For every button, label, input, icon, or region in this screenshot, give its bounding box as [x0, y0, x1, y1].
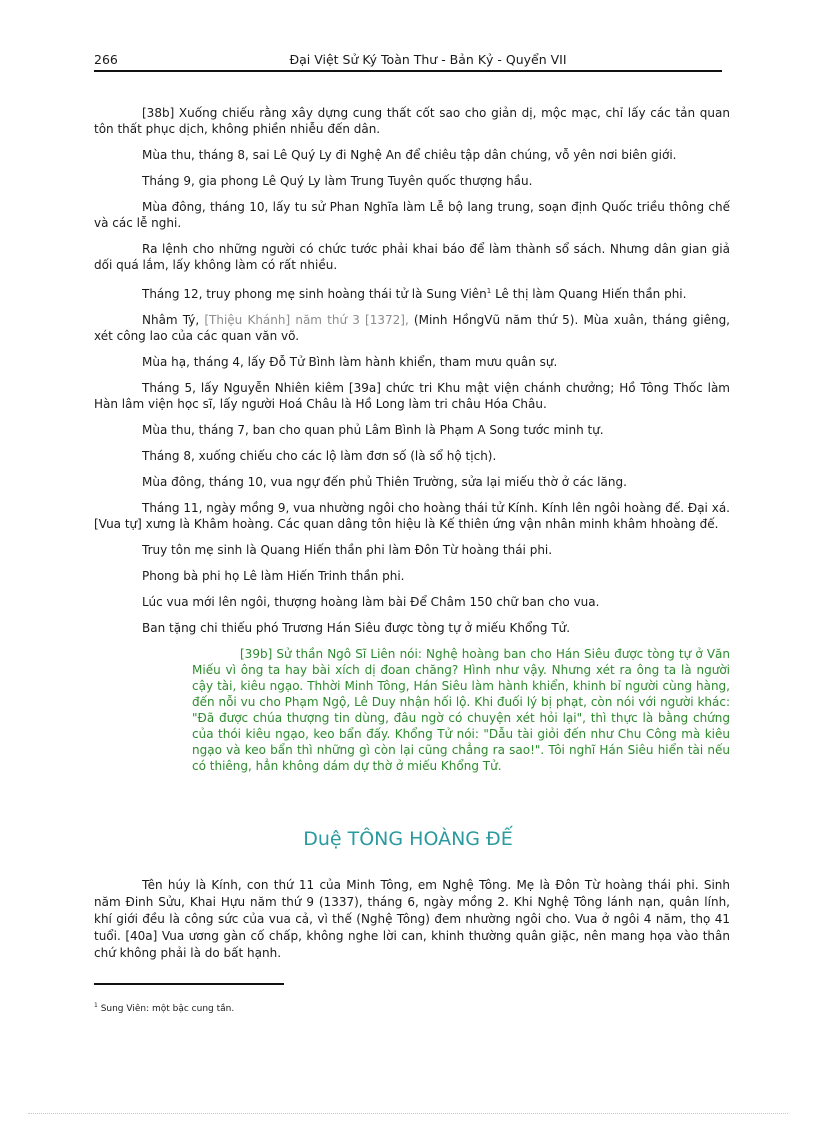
- paragraph: [94, 312, 730, 344]
- paragraph: Phong bà phi họ Lê làm Hiến Trinh thần phi.: [142, 569, 405, 583]
- footnote-marker: 1: [94, 1002, 98, 1009]
- footnote-text: Sung Viên: một bậc cung tần.: [97, 1004, 235, 1014]
- paragraph: [38b] Xuống chiếu rằng xây dựng cung thất cốt sao cho giản dị, mộc mạc, chỉ lấy các tản quan tôn thất phục dịch, không phiền nhiễu đến dân.: [94, 106, 730, 136]
- paragraph: [94, 283, 730, 302]
- running-title: Đại Việt Sử Ký Toàn Thư - Bản Kỷ - Quyển VII: [289, 52, 567, 67]
- text-span: (Minh HồngVũ năm thứ 5). Mùa xuân, tháng giêng, xét công lao của các quan văn võ.: [94, 313, 730, 343]
- paragraph: Mùa hạ, tháng 4, lấy Đỗ Tử Bình làm hành khiển, tham mưu quân sự.: [142, 355, 558, 369]
- main-text: [94, 105, 730, 774]
- text-span: Lê thị làm Quang Hiến thần phi.: [491, 287, 687, 301]
- footnote: [94, 1002, 234, 1014]
- section-title: Duệ TÔNG HOÀNG ĐẾ: [303, 828, 513, 850]
- text-span: Tháng 12, truy phong mẹ sinh hoàng thái tử là Sung Viên: [142, 287, 487, 301]
- paragraph: Tháng 8, xuống chiếu cho các lộ làm đơn số (là sổ hộ tịch).: [142, 449, 497, 463]
- paragraph: Tháng 11, ngày mồng 9, vua nhường ngôi cho hoàng thái tử Kính. Kính lên ngôi hoàng đế. Đại xá. [Vua tự] xưng là Khâm hoàng. Các quan dâng tôn hiệu là Kế thiên ứng vận nhân minh khâm hhoàng đế.: [94, 501, 730, 531]
- paragraph: Mùa đông, tháng 10, lấy tu sử Phan Nghĩa làm Lễ bộ lang trung, soạn định Quốc triều thông chế và các lễ nghi.: [94, 200, 730, 230]
- text-span: Nhâm Tý,: [142, 313, 205, 327]
- footnote-divider: [94, 983, 284, 985]
- page-header: [94, 52, 722, 72]
- paragraph: Lúc vua mới lên ngôi, thượng hoàng làm bài Để Châm 150 chữ ban cho vua.: [142, 595, 600, 609]
- biography-paragraph: Tên húy là Kính, con thứ 11 của Minh Tông, em Nghệ Tông. Mẹ là Đôn Từ hoàng thái phi. Sinh năm Đinh Sửu, Khai Hựu năm thứ 9 (1337), tháng 6, ngày mồng 2. Khi Nghệ Tông lánh nạn, quân lính, khí giới đều là công sức của vua cả, vì thế (Nghệ Tông) đem nhường ngôi cho. Vua ở ngôi 4 năm, thọ 41 tuổi. [40a] Vua ương gàn cố chấp, không nghe lời can, khinh thường quân giặc, nên mang họa vào thân chứ không phải là do bất hạnh.: [94, 878, 730, 960]
- paragraph: Mùa thu, tháng 8, sai Lê Quý Ly đi Nghệ An để chiêu tập dân chúng, vỗ yên nơi biên giới.: [142, 148, 677, 162]
- footnote-reference[interactable]: 1: [486, 287, 492, 295]
- paragraph: Ban tặng chi thiếu phó Trương Hán Siêu được tòng tự ở miếu Khổng Tử.: [142, 621, 571, 635]
- paragraph: Mùa đông, tháng 10, vua ngự đến phủ Thiên Trường, sửa lại miếu thờ ở các lăng.: [142, 475, 627, 489]
- paragraph: Truy tôn mẹ sinh là Quang Hiến thần phi làm Đôn Từ hoàng thái phi.: [142, 543, 553, 557]
- paragraph: Tháng 5, lấy Nguyễn Nhiên kiêm [39a] chức tri Khu mật viện chánh chưởng; Hồ Tông Thốc làm Hàn lâm viện học sĩ, lấy người Hoá Châu là Hồ Long làm tri châu Hóa Châu.: [94, 381, 730, 411]
- paragraph: Tháng 9, gia phong Lê Quý Ly làm Trung Tuyên quốc thượng hầu.: [142, 174, 533, 188]
- historian-commentary: [39b] Sử thần Ngô Sĩ Liên nói: Nghệ hoàng ban cho Hán Siêu được tòng tự ở Văn Miếu vì ông ta hay bài xích dị đoan chăng? Hình như vậy. Nhưng xét ra ông ta là người cậy tài, kiêu ngạo. Thhời Minh Tông, Hán Siêu làm hành khiển, khinh bỉ người cùng hàng, đến nỗi vu cho Phạm Ngộ, Lê Duy nhận hối lộ. Khi đuối lý bị phạt, còn nói với người khác: "Đã được chúa thượng tin dùng, đâu ngờ có chuyện xét hỏi lại", thì thực là bằng chứng của thói kiêu ngạo, keo bẩn đấy. Khổng Tử nói: "Dẫu tài giỏi đến như Chu Công mà kiêu ngạo và keo bẩn thì những gì còn lại cũng chẳng ra sao!". Tôi nghĩ Hán Siêu hiển tài nếu có thiêng, hẳn không dám dự thờ ở miếu Khổng Tử.: [192, 647, 730, 773]
- paragraph: Mùa thu, tháng 7, ban cho quan phủ Lâm Bình là Phạm A Song tước minh tự.: [142, 423, 604, 437]
- page-number: 266: [94, 52, 118, 67]
- paragraph: Ra lệnh cho những người có chức tước phải khai báo để làm thành sổ sách. Nhưng dân gian giả dối quá lắm, lấy không làm có rất nhiều.: [94, 242, 730, 272]
- page-bottom-border: [28, 1113, 788, 1114]
- reign-annotation: [Thiệu Khánh] năm thứ 3 [1372],: [204, 313, 409, 327]
